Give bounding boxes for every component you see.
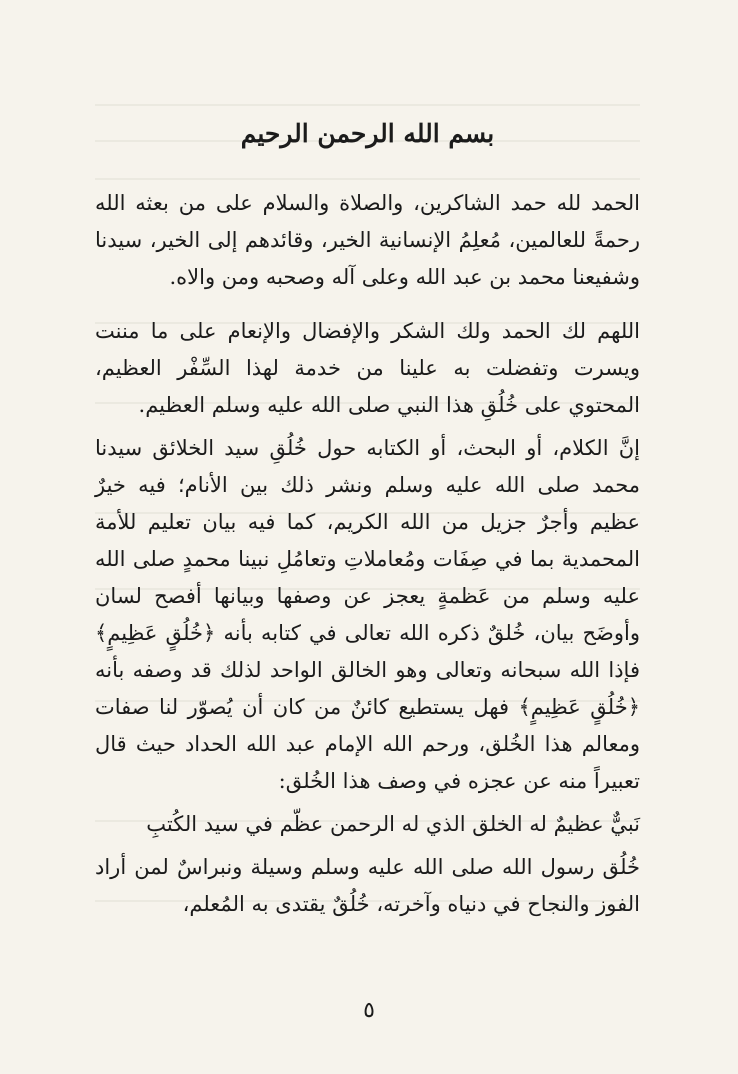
page-content <box>95 118 640 940</box>
paragraph-discourse: إنَّ الكلام، أو البحث، أو الكتابه حول خُلُقِ سيد الخلائق سيدنا محمد صلى الله عليه وسلم ونشر ذلك بين الأنام؛ فيه خيرٌ عظيم وأجرٌ جزيل من الله الكريم، كما فيه بيان تعليم للأمة المحمدية بما في صِفَات ومُعاملاتِ وتعامُلِ نبينا محمدٍ صلى الله عليه وسلم من عَظمةٍ يعجز عن وصفها وبيانها أفصح لسان وأوضَح بيان، خُلقٌ ذكره الله تعالى في كتابه بأنه ﴿خُلُقٍ عَظِيمٍ﴾ فإذا الله سبحانه وتعالى وهو الخالق الواحد لذلك قد وصفه بأنه ﴿خُلُقٍ عَظِيمٍ﴾ فهل يستطيع كائنٌ من كان أن يُصوّر لنا صفات ومعالم هذا الخُلق، ورحم الله الإمام عبد الله الحداد حيث قال تعبيراً منه عن عجزه في وصف هذا الخُلق: <box>95 435 640 793</box>
paragraph-gratitude: اللهم لك الحمد ولك الشكر والإفضال والإنعام على ما مننت ويسرت وتفضلت به علينا من خدمة لهذا السِّفْر العظيم، المحتوي على خُلُقِ هذا النبي صلى الله عليه وسلم العظيم. <box>95 318 640 417</box>
page-number: ٥ <box>363 998 375 1023</box>
paragraph-character: خُلُق رسول الله صلى الله عليه وسلم وسيلة ونبراسٌ لمن أراد الفوز والنجاح في دنياه وآخرته، خُلُقٌ يقتدى به المُعلم، <box>95 854 640 916</box>
poetry-verse: نَبيٌّ عظيمٌ له الخلق الذي له الرحمن عظّم في سيد الكُتبِ <box>146 811 640 836</box>
basmala-heading: بسم الله الرحمن الرحيم <box>240 119 495 148</box>
paragraph-praise: الحمد لله حمد الشاكرين، والصلاة والسلام على من بعثه الله رحمةً للعالمين، مُعلِمُ الإنسانية الخير، وقائدهم إلى الخير، سيدنا وشفيعنا محمد بن عبد الله وعلى آله وصحبه ومن والاه. <box>95 190 640 289</box>
